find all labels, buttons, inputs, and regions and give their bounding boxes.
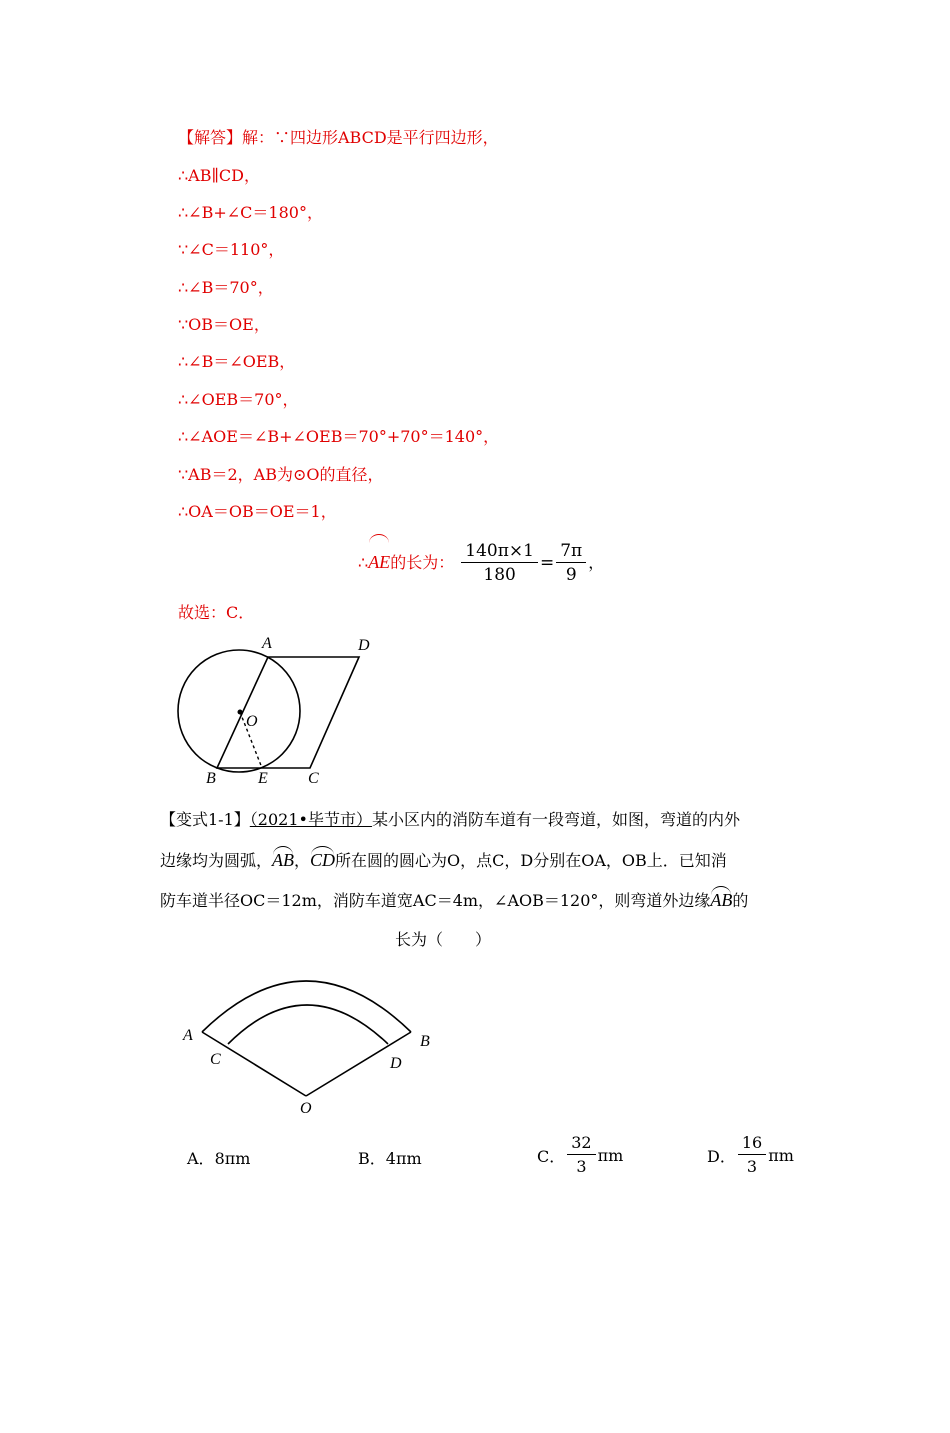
problem-text-2a: 边缘均为圆弧， <box>160 851 273 870</box>
solution-line-3: ∴∠B+∠C＝180°， <box>178 203 323 222</box>
label-a: A <box>262 635 272 652</box>
option-d-unit: πm <box>768 1146 794 1165</box>
problem-line-4: 长为（ ） <box>395 930 492 949</box>
label-c: C <box>308 770 319 787</box>
label-d2: D <box>390 1055 402 1072</box>
option-b[interactable] <box>358 1146 422 1169</box>
answer-line: 故选：C． <box>178 603 255 622</box>
solution-line-2: ∴AB∥CD， <box>178 166 260 185</box>
therefore-symbol: ∴ <box>358 553 369 572</box>
center-point-o <box>238 710 243 715</box>
option-d-denominator: 3 <box>746 1157 758 1176</box>
option-c-unit: πm <box>597 1146 624 1165</box>
solution-line-8: ∴∠OEB＝70°， <box>178 390 299 409</box>
solution-line-9: ∴∠AOE＝∠B+∠OEB＝70°+70°＝140°， <box>178 427 500 446</box>
option-a-value: 8πm <box>214 1149 251 1168</box>
option-d-fraction <box>738 1132 766 1179</box>
problem-text-3a: 防车道半径OC＝12m，消防车道宽AC＝4m，∠AOB＝120°，则弯道外边缘 <box>160 891 711 910</box>
option-d-label: D． <box>707 1147 736 1166</box>
option-b-value: 4πm <box>385 1149 422 1168</box>
formula-end-punct: ， <box>588 553 605 572</box>
option-d-numerator: 16 <box>738 1132 766 1155</box>
fraction-1-numerator: 140π×1 <box>461 540 538 563</box>
figure-circle-parallelogram <box>168 630 388 790</box>
solution-line-7: ∴∠B＝∠OEB， <box>178 352 296 371</box>
label-c2: C <box>210 1051 221 1068</box>
option-c-fraction <box>567 1132 595 1179</box>
label-d: D <box>358 637 370 654</box>
solution-line-6: ∵OB＝OE， <box>178 315 270 334</box>
option-b-label: B． <box>358 1149 386 1168</box>
problem-text-1: 某小区内的消防车道有一段弯道，如图，弯道的内外 <box>371 810 740 829</box>
problem-text-2b: 所在圆的圆心为O，点C，D分别在OA，OB上．已知消 <box>335 851 727 870</box>
label-b2: B <box>420 1033 430 1050</box>
problem-comma: ， <box>294 851 311 870</box>
fraction-1-denominator: 180 <box>483 565 516 585</box>
label-o2: O <box>300 1100 312 1117</box>
inner-arc-cd <box>228 1005 388 1044</box>
solution-line-10: ∵AB＝2，AB为⊙O的直径， <box>178 465 384 484</box>
arc-length-text: 的长为： <box>390 553 455 572</box>
option-c[interactable] <box>537 1132 623 1179</box>
arc-length-formula <box>358 538 604 587</box>
figure-curved-road <box>175 960 445 1120</box>
solution-line-1: 【解答】解：∵四边形ABCD是平行四边形， <box>178 128 499 147</box>
arc-cd-label: CD <box>310 850 336 870</box>
fraction-1 <box>461 540 538 587</box>
outer-arc-ab <box>202 981 411 1032</box>
option-c-numerator: 32 <box>567 1132 595 1155</box>
solution-line-4: ∵∠C＝110°， <box>178 240 285 259</box>
label-b: B <box>206 770 216 787</box>
fraction-2-numerator: 7π <box>556 540 586 563</box>
problem-text-3b: 的 <box>732 891 749 910</box>
arc-ab-outer-label: AB <box>710 890 733 910</box>
option-c-denominator: 3 <box>576 1157 587 1176</box>
option-d[interactable] <box>707 1132 794 1179</box>
problem-tag: 【变式1-1】 <box>160 810 250 829</box>
option-c-label: C． <box>537 1147 566 1166</box>
option-a-label: A． <box>187 1149 215 1168</box>
solution-line-11: ∴OA＝OB＝OE＝1， <box>178 502 337 521</box>
fraction-2-denominator: 9 <box>565 565 577 585</box>
problem-source: （2021•毕节市） <box>249 810 372 829</box>
equals-sign: = <box>539 553 555 573</box>
problem-line-2 <box>160 850 727 871</box>
arc-ab-label: AB <box>272 850 295 870</box>
solution-line-5: ∴∠B＝70°， <box>178 278 274 297</box>
label-a2: A <box>183 1027 193 1044</box>
label-o: O <box>246 713 258 730</box>
fraction-2 <box>556 540 586 587</box>
label-e: E <box>258 770 268 787</box>
problem-line-3 <box>160 890 748 911</box>
problem-line-1 <box>160 810 740 830</box>
option-a[interactable] <box>187 1146 250 1169</box>
arc-ae-label: AE <box>368 538 390 586</box>
